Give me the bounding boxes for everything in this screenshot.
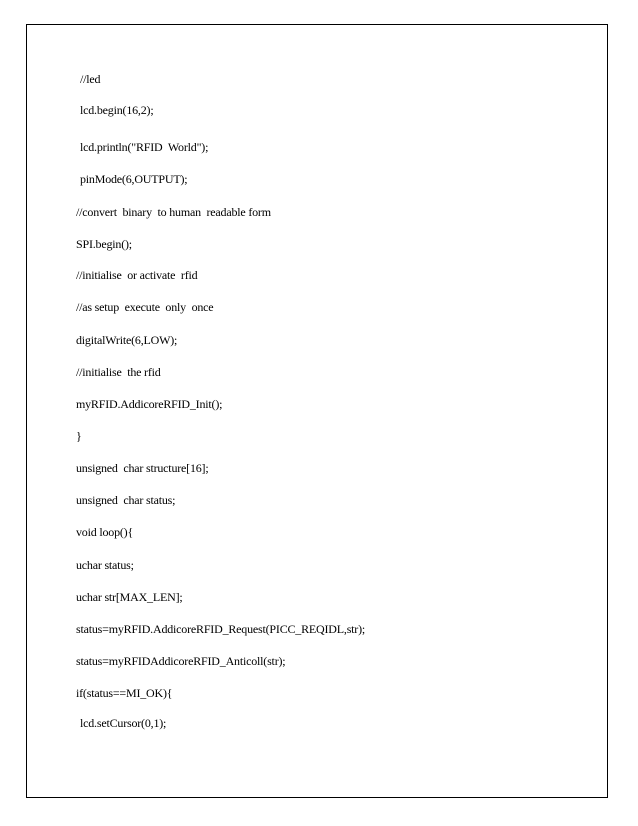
code-line: uchar status;: [76, 558, 134, 572]
code-line: //initialise or activate rfid: [76, 268, 198, 282]
code-line: //initialise the rfid: [76, 365, 161, 379]
code-line: lcd.begin(16,2);: [80, 103, 154, 117]
code-line: //led: [80, 72, 101, 86]
code-line: lcd.setCursor(0,1);: [80, 716, 167, 730]
code-line: SPI.begin();: [76, 237, 132, 251]
code-line: status=myRFID.AddicoreRFID_Request(PICC_REQIDL,str);: [76, 622, 366, 636]
code-line: myRFID.AddicoreRFID_Init();: [76, 397, 223, 411]
code-line: //convert binary to human readable form: [76, 205, 271, 219]
code-line: if(status==MI_OK){: [76, 686, 173, 700]
code-line: pinMode(6,OUTPUT);: [80, 172, 188, 186]
code-line: unsigned char structure[16];: [76, 461, 209, 475]
code-line: uchar str[MAX_LEN];: [76, 590, 183, 604]
code-line: }: [76, 429, 82, 443]
code-line: digitalWrite(6,LOW);: [76, 333, 178, 347]
code-line: //as setup execute only once: [76, 300, 214, 314]
code-line: unsigned char status;: [76, 493, 176, 507]
code-line: status=myRFIDAddicoreRFID_Anticoll(str);: [76, 654, 286, 668]
code-line: void loop(){: [76, 525, 134, 539]
code-line: lcd.println("RFID World");: [80, 140, 209, 154]
